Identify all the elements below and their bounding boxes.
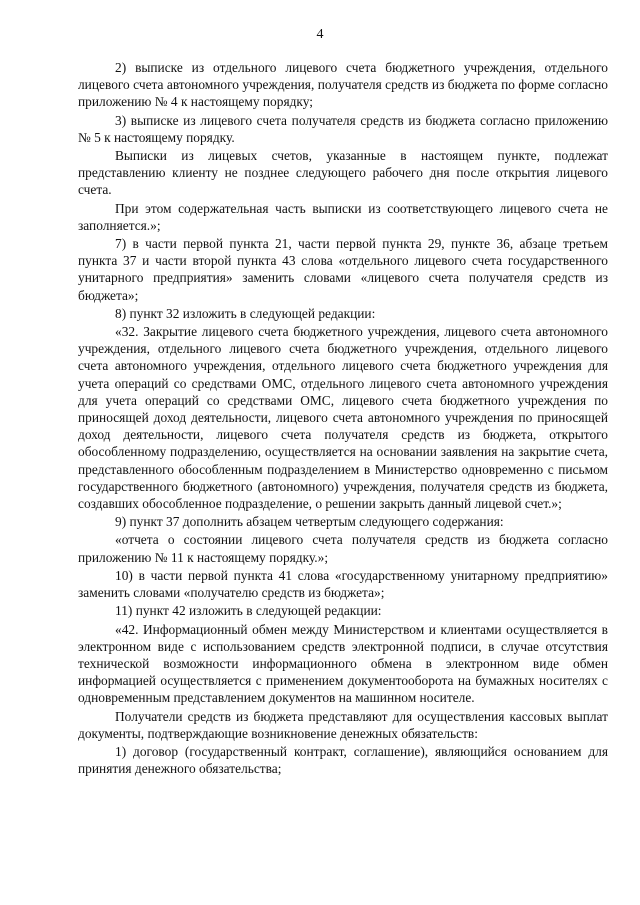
paragraph: 2) выписке из отдельного лицевого счета бюджетного учреждения, отдельного лицевого счета автономного учреждения, получателя средств из бюджета по форме согласно приложению № 4 к настоящему порядку; [78,60,608,110]
paragraph: 11) пункт 42 изложить в следующей редакции: [115,603,382,619]
paragraph: Получатели средств из бюджета представляют для осуществления кассовых выплат документы, подтверждающие возникновение денежных обязательств: [78,708,608,741]
paragraph: 7) в части первой пункта 21, части первой пункта 29, пункте 36, абзаце третьем пункта 37 и части второй пункта 43 слова «отдельного лицевого счета государственного унитарного предприятия» заменить словами «лицевого счета получателя средств из бюджета»; [78,236,608,303]
page-number: 4 [316,27,324,42]
document-body [78,59,608,778]
paragraph: «отчета о состоянии лицевого счета получателя средств из бюджета согласно приложению № 11 к настоящему порядку.»; [78,532,608,565]
paragraph: Выписки из лицевых счетов, указанные в настоящем пункте, подлежат представлению клиенту не позднее следующего рабочего дня после открытия лицевого счета. [78,148,608,198]
paragraph: 10) в части первой пункта 41 слова «государственному унитарному предприятию» заменить словами «получателю средств из бюджета»; [78,567,608,601]
paragraph: 3) выписке из лицевого счета получателя средств из бюджета согласно приложению № 5 к настоящему порядку. [78,112,608,145]
paragraph: При этом содержательная часть выписки из соответствующего лицевого счета не заполняется.»; [78,200,608,233]
paragraph: 9) пункт 37 дополнить абзацем четвертым следующего содержания: [115,514,504,530]
paragraph: «42. Информационный обмен между Министерством и клиентами осуществляется в электронном виде с использованием средств электронной подписи, в случае отсутствия технической возможности информационного обмена в электронном виде обмен информацией осуществляется с применением документооборота на бумажных носителях с одновременным представлением документов на машинном носителе. [78,621,608,706]
paragraph: 1) договор (государственный контракт, соглашение), являющийся основанием для принятия денежного обязательства; [78,743,608,777]
paragraph: 8) пункт 32 изложить в следующей редакции: [115,305,376,321]
paragraph: «32. Закрытие лицевого счета бюджетного учреждения, лицевого счета автономного учреждения, отдельного лицевого счета бюджетного учреждения, отдельного лицевого счета автономного учреждения, отдельного лицевого счета бюджетного учреждения для учета операций со средствами ОМС, отдельного лицевого счета автономного учреждения для учета операций со средствами ОМС, лицевого счета бюджетного учреждения по приносящей доход деятельности, лицевого счета автономного учреждения по приносящей доход деятельности, лицевого счета получателя средств из бюджета, открытого обособленному подразделению, осуществляется на основании заявления на закрытие счета, представленного обособленным подразделением в Министерство одновременно с письмом государственного бюджетного (автономного) учреждения, получателя средств из бюджета, создавших обособленное подразделение, о решении закрыть данный лицевой счет.»; [78,324,608,512]
